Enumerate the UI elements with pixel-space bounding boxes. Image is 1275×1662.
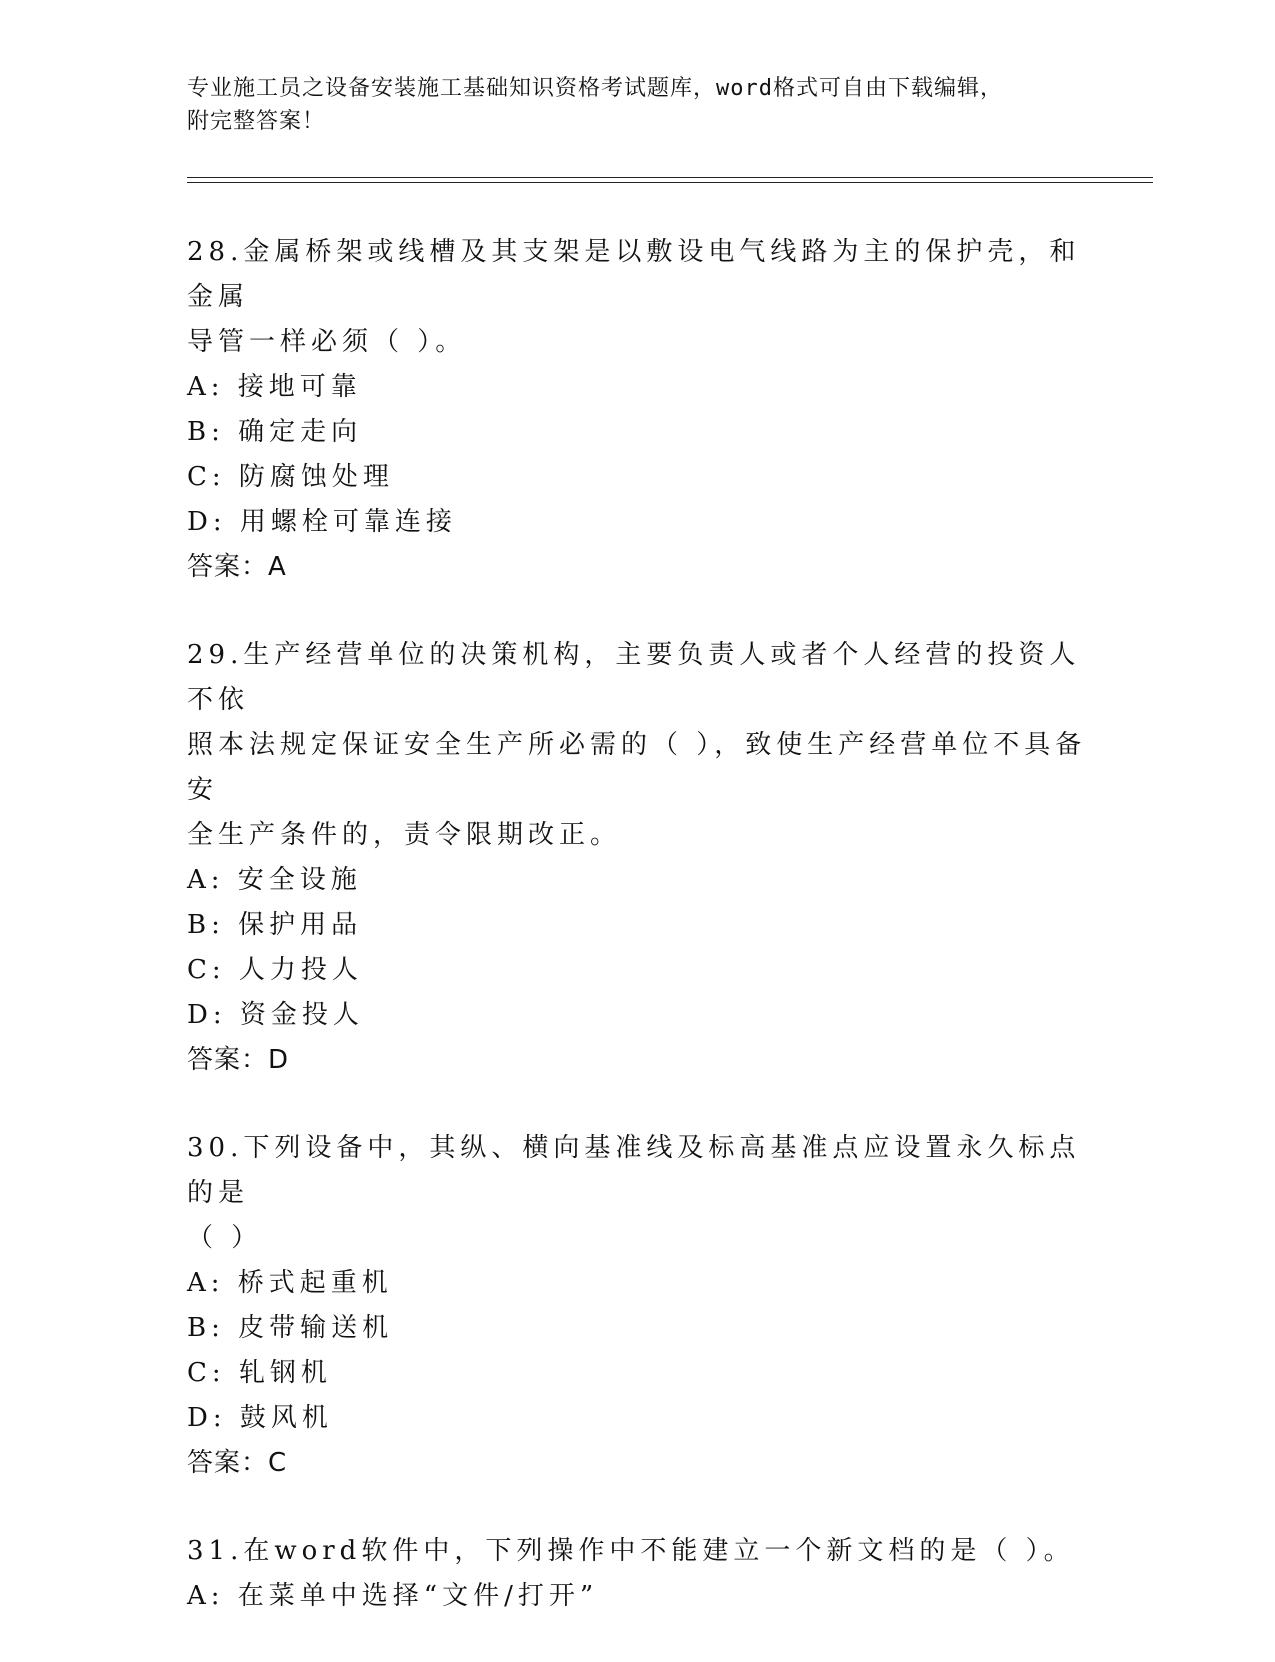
question-30 xyxy=(187,1126,1087,1486)
option-d: D: 鼓风机 xyxy=(187,1403,333,1433)
header-line-1: 专业施工员之设备安装施工基础知识资格考试题库，word格式可自由下载编辑， xyxy=(187,76,1003,101)
option-a: A: 桥式起重机 xyxy=(187,1268,393,1298)
question-29 xyxy=(187,633,1087,1083)
question-stem-line: 28.金属桥架或线槽及其支架是以敷设电气线路为主的保护壳，和金属 xyxy=(187,237,1081,312)
question-stem xyxy=(187,1529,1087,1574)
answer: 答案：D xyxy=(187,1045,290,1075)
question-stem-line: 导管一样必须（ ）。 xyxy=(187,327,467,357)
question-stem xyxy=(187,1126,1087,1261)
question-stem-line: 照本法规定保证安全生产所必需的（ ），致使生产经营单位不具备安 xyxy=(187,730,1087,805)
option-d: D: 资金投人 xyxy=(187,1000,364,1030)
question-28 xyxy=(187,230,1087,590)
question-stem-line: 全生产条件的，责令限期改正。 xyxy=(187,820,622,850)
option-a: A: 接地可靠 xyxy=(187,372,362,402)
option-b: B: 确定走向 xyxy=(187,417,363,447)
question-stem xyxy=(187,230,1087,365)
question-stem xyxy=(187,633,1087,858)
question-31 xyxy=(187,1529,1087,1619)
question-stem-line: 29.生产经营单位的决策机构，主要负责人或者个人经营的投资人不依 xyxy=(187,640,1081,715)
header-divider-top xyxy=(187,177,1153,178)
option-c: C: 防腐蚀处理 xyxy=(187,462,394,492)
question-stem-line: 31.在word软件中，下列操作中不能建立一个新文档的是（ ）。 xyxy=(187,1536,1075,1566)
question-stem-line: （ ） xyxy=(187,1223,263,1253)
question-stem-line: 30.下列设备中，其纵、横向基准线及标高基准点应设置永久标点的是 xyxy=(187,1133,1081,1208)
question-list xyxy=(187,230,1087,1662)
option-b: B: 皮带输送机 xyxy=(187,1313,394,1343)
option-c: C: 人力投人 xyxy=(187,955,363,985)
option-a: A: 在菜单中选择“文件/打开” xyxy=(187,1581,599,1611)
option-b: B: 保护用品 xyxy=(187,910,363,940)
answer: 答案：C xyxy=(187,1448,288,1478)
header-divider-bottom xyxy=(187,182,1153,183)
answer: 答案：A xyxy=(187,552,287,582)
header-line-2: 附完整答案！ xyxy=(187,109,326,134)
document-header xyxy=(187,72,1067,138)
option-d: D: 用螺栓可靠连接 xyxy=(187,507,457,537)
option-a: A: 安全设施 xyxy=(187,865,362,895)
option-c: C: 轧钢机 xyxy=(187,1358,332,1388)
